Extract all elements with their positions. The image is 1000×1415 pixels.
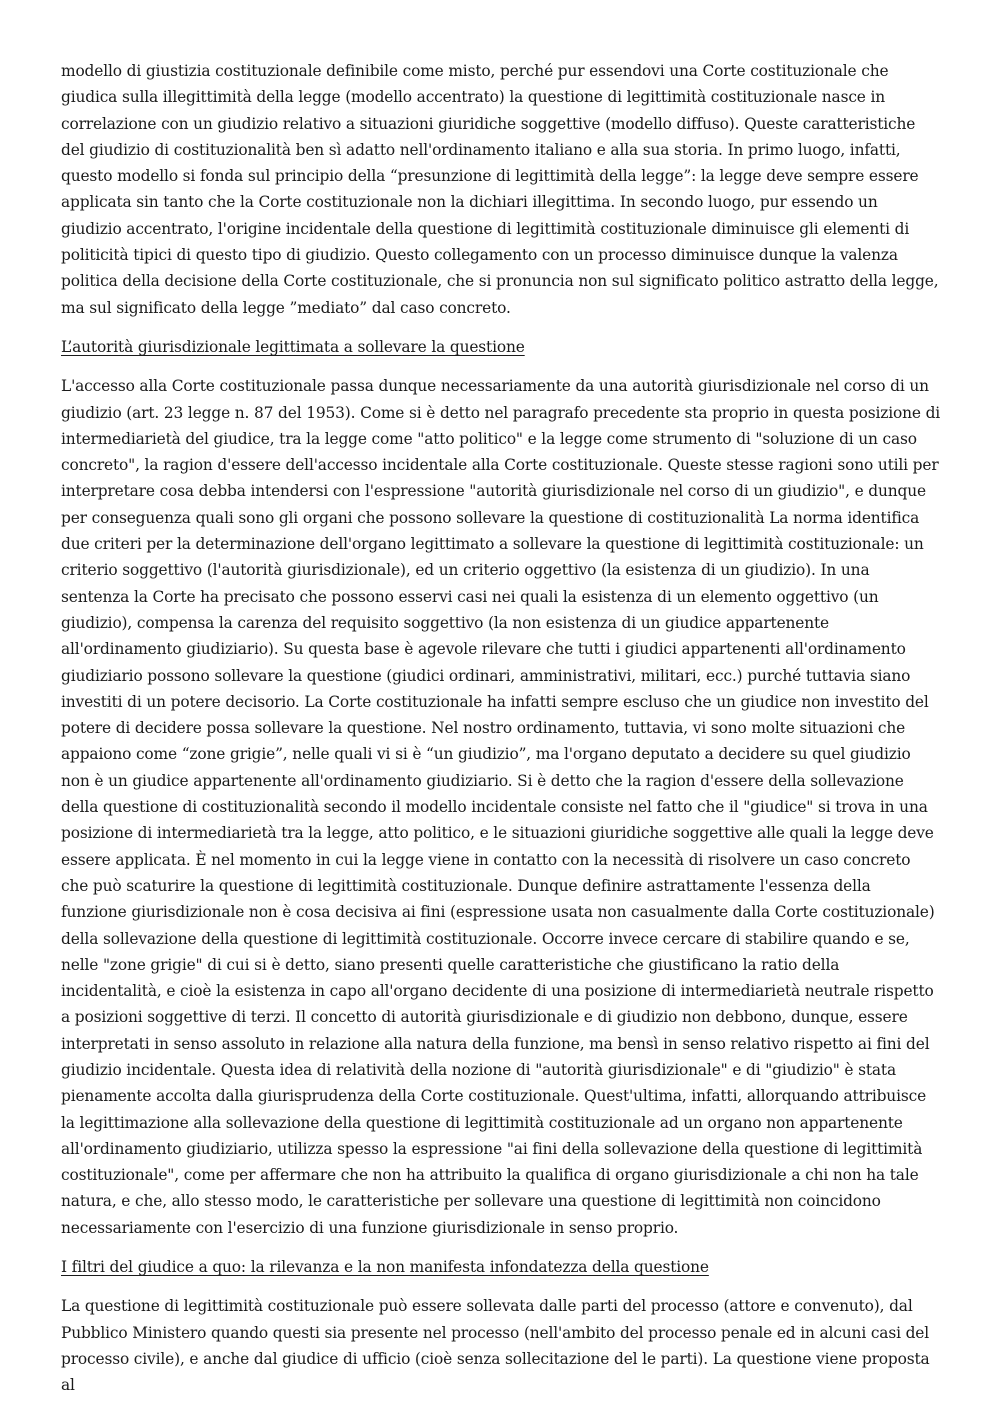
paragraph-filtri: La questione di legittimità costituzionale può essere sollevata dalle parti del processo (attore e convenuto), dal Pubblico Ministero quando questi sia presente nel processo (nell'ambito del processo penale ed in alcuni casi del processo civile), e anche dal giudice di ufficio (cioè senza sollecitazione del le parti). La questione viene proposta al xyxy=(61,1297,930,1395)
paragraph-autorita: L'accesso alla Corte costituzionale passa dunque necessariamente da una autorità giurisdizionale nel corso di un giudizio (art. 23 legge n. 87 del 1953). Come si è detto nel paragrafo precedente sta proprio in questa posizione di intermediarietà del giudice, tra la legge come "atto politico" e la legge come strumento di "soluzione di un caso concreto", la ragion d'essere dell'accesso incidentale alla Corte costituzionale. Queste stesse ragioni sono utili per interpretare cosa debba intendersi con l'espressione "autorità giurisdizionale nel corso di un giudizio", e dunque per conseguenza quali sono gli organi che possono sollevare la questione di costituzionalità La norma identifica due criteri per la determinazione dell'organo legittimato a sollevare la questione di legittimità costituzionale: un criterio soggettivo (l'autorità giurisdizionale), ed un criterio oggettivo (la esistenza di un giudizio). In una sentenza la Corte ha precisato che possono esservi casi nei quali la esistenza di un elemento oggettivo (un giudizio), compensa la carenza del requisito soggettivo (la non esistenza di un giudice appartenente all'ordinamento giudiziario). Su questa base è agevole rilevare che tutti i giudici appartenenti all'ordinamento giudiziario possono sollevare la questione (giudici ordinari, amministrativi, militari, ecc.) purché tuttavia siano investiti di un potere decisorio. La Corte costituzionale ha infatti sempre escluso che un giudice non investito del potere di decidere possa sollevare la questione. Nel nostro ordinamento, tuttavia, vi sono molte situazioni che appaiono come “zone grigie”, nelle quali vi si è “un giudizio”, ma l'organo deputato a decidere su quel giudizio non è un giudice appartenente all'ordinamento giudiziario. Si è detto che la ragion d'essere della sollevazione della questione di costituzionalità secondo il modello incidentale consiste nel fatto che il "giudice" si trova in una posizione di intermediarietà tra la legge, atto politico, e le situazioni giuridiche soggettive alle quali la legge deve essere applicata. È nel momento in cui la legge viene in contatto con la necessità di risolvere un caso concreto che può scaturire la questione di legittimità costituzionale. Dunque definire astrattamente l'essenza della funzione giurisdizionale non è cosa decisiva ai fini (espressione usata non casualmente dalla Corte costituzionale) della sollevazione della questione di legittimità costituzionale. Occorre invece cercare di stabilire quando e se, nelle "zone grigie" di cui si è detto, siano presenti quelle caratteristiche che giustificano la ratio della incidentalità, e cioè la esistenza in capo all'organo decidente di una posizione di intermediarietà neutrale rispetto a posizioni soggettive di terzi. Il concetto di autorità giurisdizionale e di giudizio non debbono, dunque, essere interpretati in senso assoluto in relazione alla natura della funzione, ma bensì in senso relativo rispetto ai fini del giudizio incidentale. Questa idea di relatività della nozione di "autorità giurisdizionale" e di "giudizio" è stata pienamente accolta dalla giurisprudenza della Corte costituzionale. Quest'ultima, infatti, allorquando attribuisce la legittimazione alla sollevazione della questione di legittimità costituzionale ad un organo non appartenente all'ordinamento giudiziario, utilizza spesso la espressione "ai fini della sollevazione della questione di legittimità costituzionale", come per affermare che non ha attribuito la qualifica di organo giurisdizionale a chi non ha tale natura, e che, allo stesso modo, le caratteristiche per sollevare una questione di legittimità non coincidono necessariamente con l'esercizio di una funzione giurisdizionale in senso proprio. xyxy=(61,377,941,1237)
document-page xyxy=(61,58,941,1399)
paragraph-intro: modello di giustizia costituzionale definibile come misto, perché pur essendovi una Corte costituzionale che giudica sulla illegittimità della legge (modello accentrato) la questione di legittimità costituzionale nasce in correlazione con un giudizio relativo a situazioni giuridiche soggettive (modello diffuso). Queste caratteristiche del giudizio di costituzionalità ben sì adatto nell'ordinamento italiano e alla sua storia. In primo luogo, infatti, questo modello si fonda sul principio della “presunzione di legittimità della legge”: la legge deve sempre essere applicata sin tanto che la Corte costituzionale non la dichiari illegittima. In secondo luogo, pur essendo un giudizio accentrato, l'origine incidentale della questione di legittimità costituzionale diminuisce gli elementi di politicità tipici di questo tipo di giudizio. Questo collegamento con un processo diminuisce dunque la valenza politica della decisione della Corte costituzionale, che si pronuncia non sul significato politico astratto della legge, ma sul significato della legge ”mediato” dal caso concreto. xyxy=(61,62,939,317)
section-heading-autorita: L’autorità giurisdizionale legittimata a sollevare la questione xyxy=(61,337,525,356)
section-heading-filtri: I filtri del giudice a quo: la rilevanza e la non manifesta infondatezza della questione xyxy=(61,1258,709,1277)
